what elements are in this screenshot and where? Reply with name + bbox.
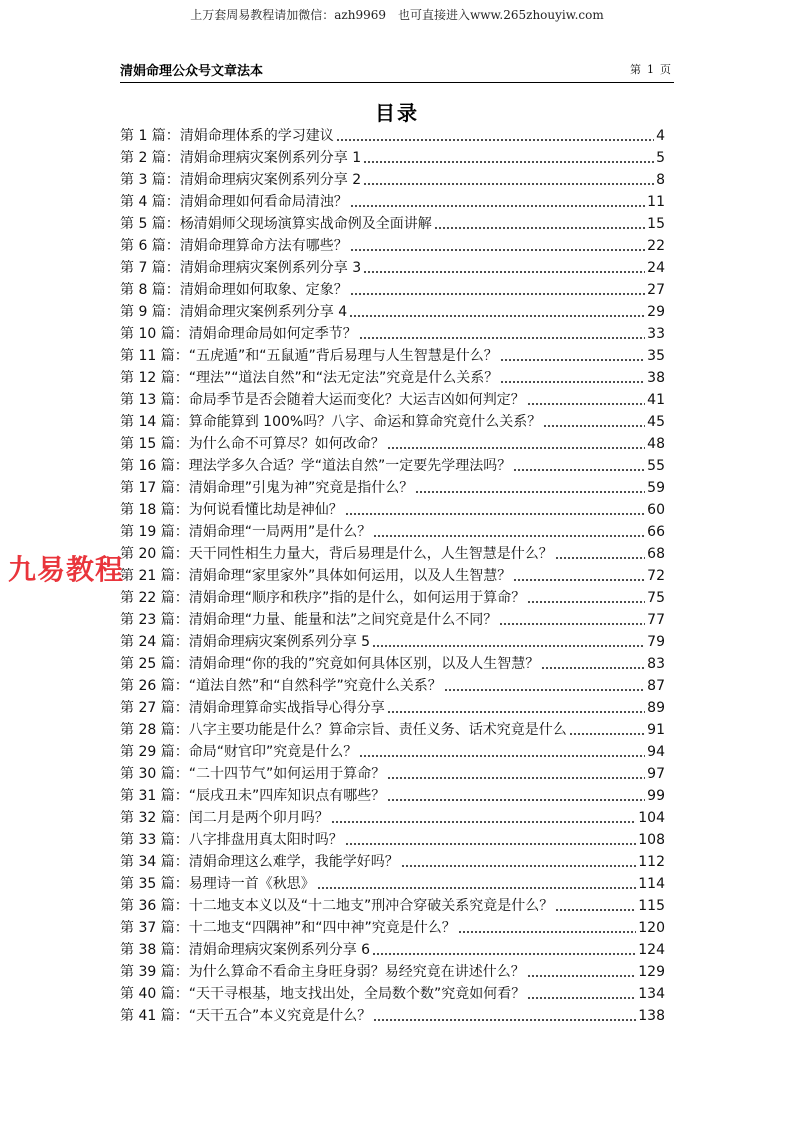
- toc-entry-title: 清娟命理如何取象、定象？: [179, 282, 348, 298]
- toc-entry[interactable]: [120, 323, 665, 345]
- toc-dot-leader: [350, 248, 645, 252]
- toc-entry-page: 55: [647, 458, 665, 474]
- toc-entry-title: 清娟命理“力量、能量和法”之间究竟是什么不同？: [188, 612, 498, 628]
- toc-entry[interactable]: [120, 829, 665, 851]
- toc-entry-page: 45: [647, 414, 665, 430]
- toc-entry[interactable]: [120, 433, 665, 455]
- toc-entry-page: 66: [647, 524, 665, 540]
- toc-entry-page: 68: [647, 546, 665, 562]
- toc-entry-page: 97: [647, 766, 665, 782]
- toc-entry[interactable]: [120, 257, 665, 279]
- toc-dot-leader: [500, 358, 645, 362]
- toc-entry-page: 89: [647, 700, 665, 716]
- toc-entry-number: 第 32 篇：: [120, 810, 189, 826]
- toc-entry-page: 41: [647, 392, 665, 408]
- toc-entry-number: 第 23 篇：: [120, 612, 189, 628]
- toc-entry[interactable]: [120, 125, 665, 147]
- toc-dot-leader: [401, 864, 637, 868]
- toc-entry[interactable]: [120, 213, 665, 235]
- toc-dot-leader: [499, 622, 645, 626]
- toc-entry-title: 清娟命理算命方法有哪些？: [179, 238, 348, 254]
- toc-entry-title: 易理诗一首《秋思》: [188, 876, 315, 892]
- toc-entry-title: 清娟命理如何看命局清浊？: [179, 194, 348, 210]
- toc-entry-number: 第 39 篇：: [120, 964, 189, 980]
- toc-entry-number: 第 11 篇：: [120, 348, 189, 364]
- toc-list: [120, 125, 665, 1027]
- toc-entry[interactable]: [120, 631, 665, 653]
- toc-dot-leader: [543, 424, 645, 428]
- toc-entry-page: 48: [647, 436, 665, 452]
- toc-dot-leader: [387, 710, 645, 714]
- toc-dot-leader: [569, 732, 645, 736]
- toc-entry-title: 为什么命不可算尽？如何改命？: [188, 436, 385, 452]
- toc-entry-page: 8: [656, 172, 665, 188]
- toc-entry-title: 清娟命理算命实战指导心得分享: [188, 700, 385, 716]
- toc-entry-number: 第 13 篇：: [120, 392, 189, 408]
- toc-entry[interactable]: [120, 895, 665, 917]
- toc-entry-number: 第 4 篇：: [120, 194, 180, 210]
- toc-dot-leader: [363, 160, 654, 164]
- toc-entry[interactable]: [120, 873, 665, 895]
- toc-dot-leader: [527, 600, 645, 604]
- toc-dot-leader: [513, 468, 645, 472]
- toc-entry-title: 命局季节是否会随着大运而变化？大运吉凶如何判定？: [188, 392, 525, 408]
- toc-entry-page: 77: [647, 612, 665, 628]
- toc-dot-leader: [387, 798, 645, 802]
- toc-entry-number: 第 2 篇：: [120, 150, 180, 166]
- toc-entry-title: “道法自然”和“自然科学”究竟什么关系？: [188, 678, 442, 694]
- toc-dot-leader: [336, 138, 654, 142]
- toc-entry[interactable]: [120, 653, 665, 675]
- toc-entry-number: 第 12 篇：: [120, 370, 189, 386]
- toc-entry[interactable]: [120, 301, 665, 323]
- toc-entry-title: 清娟命理体系的学习建议: [179, 128, 334, 144]
- toc-entry-title: 十二地支本义以及“十二地支”刑冲合穿破关系究竟是什么？: [188, 898, 554, 914]
- toc-entry-page: 59: [647, 480, 665, 496]
- toc-entry[interactable]: [120, 675, 665, 697]
- toc-entry-number: 第 1 篇：: [120, 128, 180, 144]
- toc-dot-leader: [345, 842, 637, 846]
- page-header: [120, 60, 674, 83]
- toc-entry-number: 第 25 篇：: [120, 656, 189, 672]
- toc-entry-number: 第 26 篇：: [120, 678, 189, 694]
- toc-entry[interactable]: [120, 191, 665, 213]
- toc-entry-number: 第 18 篇：: [120, 502, 189, 518]
- toc-entry-page: 38: [647, 370, 665, 386]
- toc-entry-page: 79: [647, 634, 665, 650]
- toc-entry-number: 第 24 篇：: [120, 634, 189, 650]
- toc-dot-leader: [373, 534, 645, 538]
- toc-entry-title: 清娟命理“一局两用”是什么？: [188, 524, 372, 540]
- toc-entry-number: 第 41 篇：: [120, 1008, 189, 1024]
- toc-entry-title: “辰戌丑未”四库知识点有哪些？: [188, 788, 386, 804]
- toc-entry-page: 60: [647, 502, 665, 518]
- toc-entry-title: 清娟命理“家里家外”具体如何运用，以及人生智慧？: [188, 568, 512, 584]
- toc-entry-title: 清娟命理“顺序和秩序”指的是什么，如何运用于算命？: [188, 590, 526, 606]
- toc-entry-number: 第 40 篇：: [120, 986, 189, 1002]
- toc-entry-page: 99: [647, 788, 665, 804]
- toc-entry[interactable]: [120, 939, 665, 961]
- toc-entry-number: 第 10 篇：: [120, 326, 189, 342]
- toc-entry[interactable]: [120, 851, 665, 873]
- toc-dot-leader: [372, 952, 636, 956]
- toc-entry-number: 第 21 篇：: [120, 568, 189, 584]
- toc-entry[interactable]: [120, 147, 665, 169]
- toc-dot-leader: [363, 182, 654, 186]
- toc-entry-title: 清娟命理这么难学，我能学好吗？: [188, 854, 399, 870]
- watermark-logo: 九易教程: [8, 553, 125, 586]
- toc-entry-title: 为什么算命不看命主身旺身弱？易经究竟在讲述什么？: [188, 964, 525, 980]
- toc-entry-number: 第 8 篇：: [120, 282, 180, 298]
- toc-entry-title: 命局“财官印”究竟是什么？: [188, 744, 358, 760]
- toc-entry-title: 算命能算到 100%吗？八字、命运和算命究竟什么关系？: [188, 414, 542, 430]
- toc-entry-number: 第 15 篇：: [120, 436, 189, 452]
- toc-entry[interactable]: [120, 1005, 665, 1027]
- document-title: 清娟命理公众号文章法本: [120, 64, 264, 79]
- toc-entry[interactable]: [120, 235, 665, 257]
- toc-entry[interactable]: [120, 521, 665, 543]
- toc-entry-page: 129: [638, 964, 665, 980]
- toc-entry-number: 第 6 篇：: [120, 238, 180, 254]
- toc-dot-leader: [527, 402, 645, 406]
- toc-entry-number: 第 38 篇：: [120, 942, 189, 958]
- toc-entry-page: 22: [647, 238, 665, 254]
- toc-entry-title: “天干五合”本义究竟是什么？: [188, 1008, 372, 1024]
- toc-entry-page: 91: [647, 722, 665, 738]
- toc-entry-number: 第 33 篇：: [120, 832, 189, 848]
- toc-dot-leader: [527, 996, 636, 1000]
- toc-entry-page: 29: [647, 304, 665, 320]
- toc-entry-number: 第 19 篇：: [120, 524, 189, 540]
- toc-entry-page: 104: [638, 810, 665, 826]
- toc-dot-leader: [387, 776, 645, 780]
- toc-entry[interactable]: [120, 785, 665, 807]
- toc-entry-page: 94: [647, 744, 665, 760]
- toc-entry-page: 112: [638, 854, 665, 870]
- toc-entry[interactable]: [120, 807, 665, 829]
- toc-dot-leader: [331, 820, 637, 824]
- toc-entry-page: 24: [647, 260, 665, 276]
- toc-entry[interactable]: [120, 917, 665, 939]
- toc-entry[interactable]: [120, 499, 665, 521]
- toc-entry-page: 83: [647, 656, 665, 672]
- toc-entry-page: 72: [647, 568, 665, 584]
- toc-entry-number: 第 14 篇：: [120, 414, 189, 430]
- toc-entry-page: 120: [638, 920, 665, 936]
- toc-entry-title: 清娟命理病灾案例系列分享 1: [179, 150, 362, 166]
- toc-entry[interactable]: [120, 543, 665, 565]
- toc-dot-leader: [387, 446, 645, 450]
- page-prefix: 第: [630, 63, 641, 76]
- toc-entry-number: 第 34 篇：: [120, 854, 189, 870]
- toc-entry[interactable]: [120, 961, 665, 983]
- toc-entry-title: 八字排盘用真太阳时吗？: [188, 832, 343, 848]
- toc-entry-title: 杨清娟师父现场演算实战命例及全面讲解: [179, 216, 432, 232]
- toc-entry-page: 134: [638, 986, 665, 1002]
- toc-entry-page: 5: [656, 150, 665, 166]
- toc-dot-leader: [345, 512, 645, 516]
- toc-entry-number: 第 35 篇：: [120, 876, 189, 892]
- toc-entry-number: 第 17 篇：: [120, 480, 189, 496]
- toc-entry-page: 108: [638, 832, 665, 848]
- toc-entry-page: 11: [647, 194, 665, 210]
- toc-dot-leader: [317, 886, 637, 890]
- toc-entry-page: 33: [647, 326, 665, 342]
- toc-dot-leader: [500, 380, 645, 384]
- toc-entry-number: 第 27 篇：: [120, 700, 189, 716]
- toc-entry[interactable]: [120, 169, 665, 191]
- toc-dot-leader: [444, 688, 645, 692]
- toc-dot-leader: [527, 974, 637, 978]
- toc-entry-number: 第 37 篇：: [120, 920, 189, 936]
- toc-entry-number: 第 28 篇：: [120, 722, 189, 738]
- toc-entry-number: 第 5 篇：: [120, 216, 180, 232]
- toc-entry-number: 第 22 篇：: [120, 590, 189, 606]
- toc-dot-leader: [349, 314, 645, 318]
- toc-dot-leader: [350, 292, 645, 296]
- page-indicator: [627, 61, 674, 77]
- toc-entry-title: 清娟命理命局如何定季节？: [188, 326, 357, 342]
- toc-entry-title: “理法”“道法自然”和“法无定法”究竟是什么关系？: [188, 370, 499, 386]
- toc-entry[interactable]: [120, 741, 665, 763]
- toc-entry-page: 4: [656, 128, 665, 144]
- toc-entry-page: 138: [638, 1008, 665, 1024]
- toc-entry-number: 第 7 篇：: [120, 260, 180, 276]
- toc-entry-number: 第 9 篇：: [120, 304, 180, 320]
- toc-dot-leader: [415, 490, 645, 494]
- toc-entry[interactable]: [120, 565, 665, 587]
- toc-entry-title: 清娟命理“你的我的”究竟如何具体区别，以及人生智慧？: [188, 656, 540, 672]
- toc-entry[interactable]: [120, 455, 665, 477]
- toc-entry-number: 第 29 篇：: [120, 744, 189, 760]
- toc-entry-title: 八字主要功能是什么？算命宗旨、责任义务、话术究竟是什么: [188, 722, 567, 738]
- toc-entry-page: 27: [647, 282, 665, 298]
- toc-dot-leader: [359, 754, 645, 758]
- toc-entry-title: “天干寻根基，地支找出处，全局数个数”究竟如何看？: [188, 986, 526, 1002]
- toc-entry[interactable]: [120, 477, 665, 499]
- toc-entry-title: 清娟命理”引鬼为神”究竟是指什么？: [188, 480, 414, 496]
- top-banner: 上万套周易教程请加微信：azh9969 也可直接进入www.265zhouyiw.com: [190, 8, 604, 22]
- toc-dot-leader: [555, 908, 636, 912]
- toc-dot-leader: [359, 336, 645, 340]
- toc-entry[interactable]: [120, 389, 665, 411]
- toc-entry-title: 清娟命理病灾案例系列分享 2: [179, 172, 362, 188]
- toc-entry-title: 天干同性相生力量大，背后易理是什么，人生智慧是什么？: [188, 546, 553, 562]
- toc-dot-leader: [513, 578, 645, 582]
- toc-entry-number: 第 16 篇：: [120, 458, 189, 474]
- toc-entry[interactable]: [120, 719, 665, 741]
- toc-entry-title: “五虎遁”和“五鼠遁”背后易理与人生智慧是什么？: [188, 348, 498, 364]
- toc-entry-page: 15: [647, 216, 665, 232]
- toc-entry[interactable]: [120, 609, 665, 631]
- toc-entry-title: 清娟命理灾案例系列分享 4: [179, 304, 348, 320]
- toc-entry[interactable]: [120, 345, 665, 367]
- toc-entry[interactable]: [120, 411, 665, 433]
- toc-entry-title: 闰二月是两个卯月吗？: [188, 810, 329, 826]
- toc-entry-number: 第 36 篇：: [120, 898, 189, 914]
- toc-entry-title: 清娟命理病灾案例系列分享 5: [188, 634, 371, 650]
- toc-entry[interactable]: [120, 763, 665, 785]
- toc-entry-number: 第 20 篇：: [120, 546, 189, 562]
- toc-entry-title: 十二地支“四隅神”和“四中神”究竟是什么？: [188, 920, 456, 936]
- toc-dot-leader: [458, 930, 637, 934]
- toc-entry[interactable]: [120, 587, 665, 609]
- toc-entry-number: 第 3 篇：: [120, 172, 180, 188]
- toc-heading: 目录: [375, 101, 419, 125]
- toc-dot-leader: [373, 1018, 636, 1022]
- toc-dot-leader: [434, 226, 645, 230]
- toc-dot-leader: [372, 644, 645, 648]
- toc-entry-number: 第 30 篇：: [120, 766, 189, 782]
- toc-dot-leader: [541, 666, 645, 670]
- toc-dot-leader: [363, 270, 645, 274]
- toc-entry-page: 124: [638, 942, 665, 958]
- toc-entry-title: 理法学多久合适？学“道法自然”一定要先学理法吗？: [188, 458, 512, 474]
- toc-entry-title: 清娟命理病灾案例系列分享 3: [179, 260, 362, 276]
- toc-entry[interactable]: [120, 983, 665, 1005]
- toc-entry[interactable]: [120, 279, 665, 301]
- toc-entry-title: 为何说看懂比劫是神仙？: [188, 502, 343, 518]
- toc-entry-title: “二十四节气”如何运用于算命？: [188, 766, 386, 782]
- toc-dot-leader: [555, 556, 645, 560]
- toc-entry-page: 75: [647, 590, 665, 606]
- toc-entry[interactable]: [120, 697, 665, 719]
- toc-dot-leader: [350, 204, 645, 208]
- toc-entry[interactable]: [120, 367, 665, 389]
- toc-entry-page: 115: [638, 898, 665, 914]
- toc-entry-page: 114: [638, 876, 665, 892]
- page-number: 1: [647, 63, 654, 76]
- toc-entry-page: 87: [647, 678, 665, 694]
- toc-entry-number: 第 31 篇：: [120, 788, 189, 804]
- toc-entry-title: 清娟命理病灾案例系列分享 6: [188, 942, 371, 958]
- toc-entry-page: 35: [647, 348, 665, 364]
- page-suffix: 页: [660, 63, 671, 76]
